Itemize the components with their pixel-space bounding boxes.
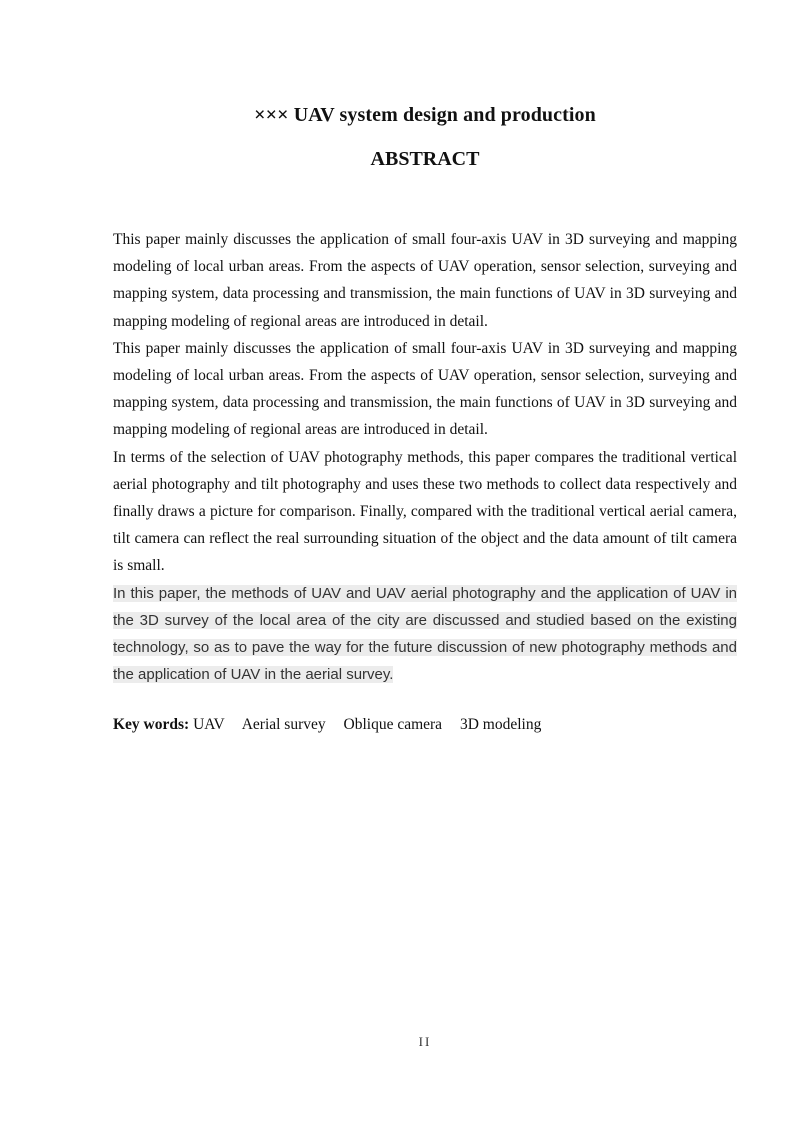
page-number: II xyxy=(418,1034,432,1049)
abstract-body xyxy=(113,226,737,688)
highlighted-text: In this paper, the methods of UAV and UAV aerial photography and the application of UAV in the 3D survey of the local area of the city are discussed and studied based on the existing technology, so as to pave the way for the future discussion of new photography methods and the application of UAV in the aerial survey. xyxy=(113,584,737,684)
keyword-item: UAV xyxy=(193,716,225,733)
abstract-heading: ABSTRACT xyxy=(370,148,480,170)
document-title: ××× UAV system design and production xyxy=(254,104,596,126)
abstract-paragraph-3: In terms of the selection of UAV photography methods, this paper compares the traditional vertical aerial photography and tilt photography and uses these two methods to collect data respectively and finally draws a picture for comparison. Finally, compared with the traditional vertical aerial camera, tilt camera can reflect the real surrounding situation of the object and the data amount of tilt camera is small. xyxy=(113,448,737,575)
keyword-item: Aerial survey xyxy=(241,716,326,733)
abstract-paragraph-2: This paper mainly discusses the application of small four-axis UAV in 3D surveying and mapping modeling of local urban areas. From the aspects of UAV operation, sensor selection, surveying and mapping system, data processing and transmission, the main functions of UAV in 3D surveying and mapping modeling of regional areas are introduced in detail. xyxy=(113,339,737,439)
keyword-item: Oblique camera xyxy=(343,716,443,733)
abstract-paragraph-4 xyxy=(113,580,737,689)
abstract-paragraph-1: This paper mainly discusses the application of small four-axis UAV in 3D surveying and mapping modeling of local urban areas. From the aspects of UAV operation, sensor selection, surveying and mapping system, data processing and transmission, the main functions of UAV in 3D surveying and mapping modeling of regional areas are introduced in detail. xyxy=(113,231,737,330)
keywords-line xyxy=(113,716,555,734)
keyword-item: 3D modeling xyxy=(459,716,542,733)
keywords-label: Key words: xyxy=(113,716,190,733)
